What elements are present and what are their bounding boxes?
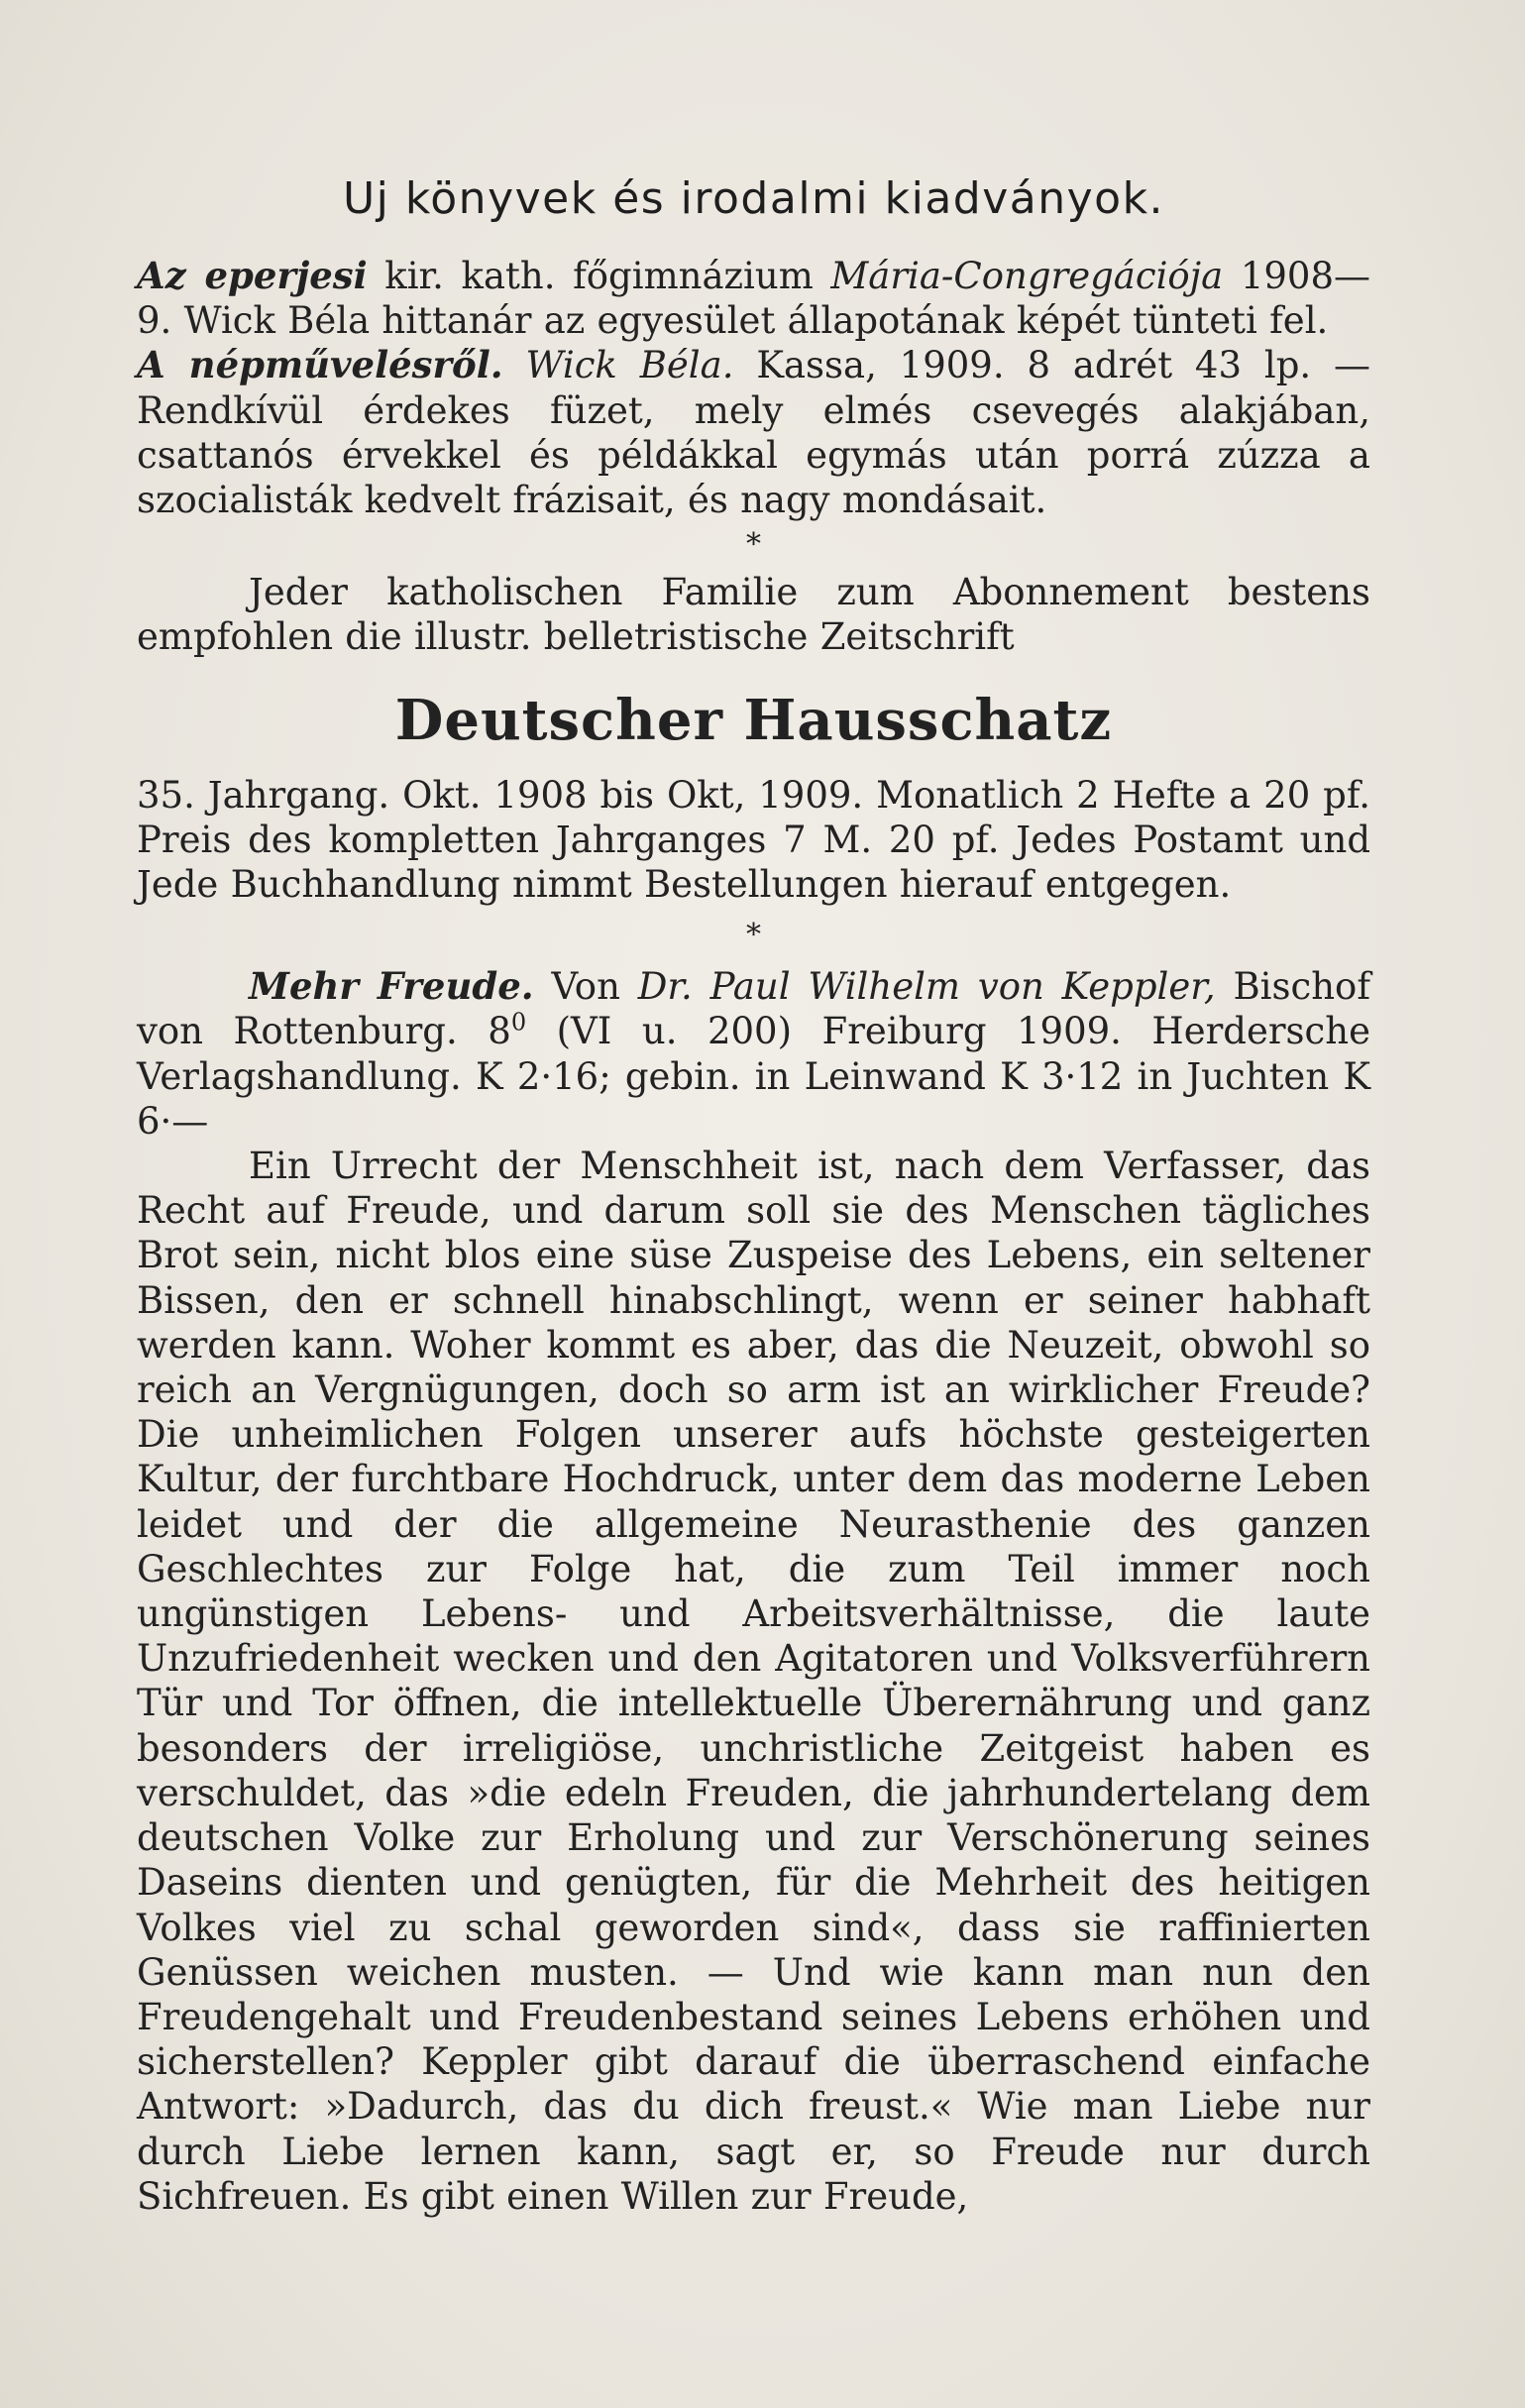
entry-author: Dr. Paul Wilhelm von Keppler, [637,965,1216,1009]
entry-text: (VI u. 200) Freiburg 1909. Herdersche Verlagshandlung. K 2·16; gebin. in Leinwand K 3·12 in Juchten K 6·— [137,1010,1370,1143]
review-body: Ein Urrecht der Menschheit ist, nach dem Verfasser, das Recht auf Freude, und darum soll sie des Menschen tägliches Brot sein, nicht blos eine süse Zuspeise des Lebens, ein seltener Bissen, den er schnell hinabschlingt, wenn er seiner habhaft werden kann. Woher kommt es aber, das die Neuzeit, obwohl so reich an Vergnügungen, doch so arm ist an wirklicher Freude? Die unheimlichen Folgen unserer aufs höchste gesteigerten Kultur, der furchtbare Hochdruck, unter dem das moderne Leben leidet und der die allgemeine Neurasthenie des ganzen Geschlechtes zur Folge hat, die zum Teil immer noch ungünstigen Lebens- und Arbeitsverhältnisse, die laute Unzufriedenheit wecken und den Agitatoren und Volksverführern Tür und Tor öffnen, die intellektuelle Überernährung und ganz besonders der irreligiöse, unchristliche Zeitgeist haben es verschuldet, das »die edeln Freuden, die jahrhundertelang dem deutschen Volke zur Erholung und zur Verschönerung seines Daseins dienten und genügten, für die Mehrheit des heitigen Volkes viel zu schal geworden sind«, dass sie raffinierten Genüssen weichen musten. — Und wie kann man nun den Freudengehalt und Freudenbestand seines Lebens erhöhen und sicherstellen? Keppler gibt darauf die überraschend einfache Antwort: »Dadurch, das du dich freust.« Wie man Liebe nur durch Liebe lernen kann, sagt er, so Freude nur durch Sichfreuen. Es gibt einen Willen zur Freude, [137,1145,1370,2218]
entry-text: Bischof von Rottenburg. 8 [137,965,1371,1053]
entry-text: 1908—9. Wick Béla hittanár az egyesület állapotának képét tünteti fel. [137,255,1370,343]
entry-nepmuveles [137,343,1370,522]
page-heading: Uj könyvek és irodalmi kiadványok. [342,173,1165,224]
entry-text: Von [533,965,638,1009]
entry-title: Mehr Freude. [249,964,534,1009]
entry-author: Wick Béla. [502,344,734,387]
promo-details: 35. Jahrgang. Okt. 1908 bis Okt, 1909. Monatlich 2 Hefte a 20 pf. Preis des kompletten Jahrganges 7 M. 20 pf. Jedes Postamt und Jede Buchhandlung nimmt Bestellungen hierauf entgegen. [137,773,1370,907]
section-separator: * [746,918,761,953]
entry-text: kir. kath. főgimnázium [367,255,831,297]
entry-eperjesi [137,254,1370,343]
entry-organization: Mária-Congregációja [830,255,1224,297]
section-separator: * [746,527,761,563]
entry-title: A népművelésről. [137,343,503,387]
promo-intro: Jeder katholischen Familie zum Abonnement bestens empfohlen die illustr. belletristische Zeitschrift [137,571,1370,659]
entry-title: Az eperjesi [137,254,368,297]
entry-mehr-freude [137,964,1370,1144]
text-column [137,173,1370,2219]
entry-text: Kassa, 1909. 8 adrét 43 lp. — Rendkívül érdekes füzet, mely elmés csevegés alakjában, csattanós érvekkel és példákkal egymás után porrá zúzza a szocialisták kedvelt frázisait, és nagy mondásait. [137,344,1371,522]
format-superscript: 0 [510,1009,527,1038]
magazine-title: Deutscher Hausschatz [394,687,1113,753]
